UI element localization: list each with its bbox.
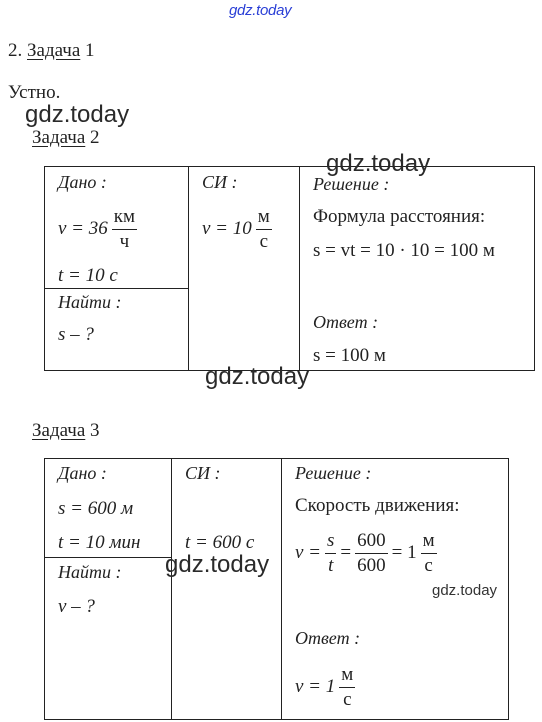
task2-formula: s = vt = 10 · 10 = 100 м	[313, 240, 495, 261]
task2-answer: s = 100 м	[313, 345, 386, 366]
task2-solution-label: Решение :	[313, 174, 390, 194]
task2-v-given: v = 36 $\frac{км}{ч}$	[58, 206, 136, 252]
watermark-top: gdz.today	[229, 2, 292, 19]
fraction: $\frac{600}{600}$	[357, 530, 386, 576]
watermark-2: gdz.today	[326, 150, 431, 177]
fraction: $\frac{м}{с}$	[257, 206, 270, 252]
task3-t-given: t = 10 мин	[58, 532, 141, 553]
task1-heading	[8, 40, 95, 62]
task2-find-label: Найти :	[58, 292, 122, 312]
fraction: $\frac{s}{t}$	[327, 530, 335, 576]
task2-formula-title: Формула расстояния:	[313, 206, 486, 227]
task2-si-label: СИ :	[202, 172, 238, 192]
fraction: $\frac{м}{с}$	[341, 664, 354, 710]
task3-equation: v = $\frac{s}{t}$ = $\frac{600}{600}$ = 1 $\frac{м}{с}$	[295, 530, 435, 576]
task3-find-value: v – ?	[58, 596, 95, 617]
task1-number: 1	[85, 40, 95, 61]
task3-number: 3	[90, 420, 100, 441]
task2-word: Задача	[32, 127, 86, 148]
task3-answer-label: Ответ :	[295, 628, 361, 648]
watermark-1: gdz.today	[25, 101, 130, 128]
watermark-4: gdz.today	[165, 551, 270, 578]
item-number: 2.	[8, 40, 23, 61]
task2-si-value: v = 10 $\frac{м}{с}$	[202, 206, 270, 252]
task3-answer: v = 1 $\frac{м}{с}$	[295, 664, 354, 710]
oral-text: Устно.	[8, 82, 61, 103]
task2-answer-label: Ответ :	[313, 312, 379, 332]
task1-word: Задача	[27, 40, 81, 61]
task2-heading	[32, 127, 100, 149]
watermark-3: gdz.today	[205, 363, 310, 390]
task3-heading	[32, 420, 100, 442]
task2-given-label: Дано :	[58, 172, 107, 192]
task2-t-given: t = 10 с	[58, 265, 118, 286]
task3-find-label: Найти :	[58, 562, 122, 582]
watermark-5: gdz.today	[432, 582, 498, 599]
task3-speed-title: Скорость движения:	[295, 495, 460, 516]
task3-word: Задача	[32, 420, 86, 441]
task2-find-value: s – ?	[58, 324, 94, 345]
task3-solution-label: Решение :	[295, 463, 372, 483]
task2-number: 2	[90, 127, 100, 148]
fraction: $\frac{м}{с}$	[422, 530, 435, 576]
task3-given-label: Дано :	[58, 463, 107, 483]
task3-si-value: t = 600 с	[185, 532, 255, 553]
fraction: $\frac{км}{ч}$	[113, 206, 136, 252]
task3-s-given: s = 600 м	[58, 498, 134, 519]
task3-si-label: СИ :	[185, 463, 221, 483]
